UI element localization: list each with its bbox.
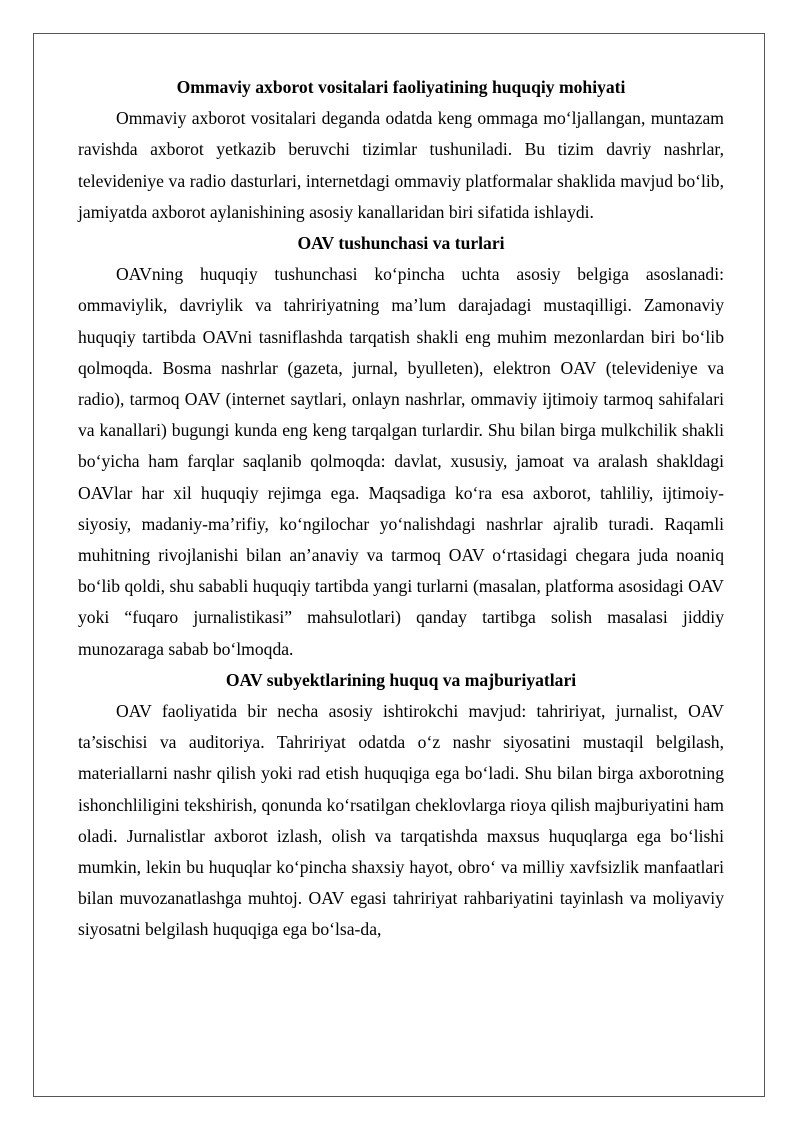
document-body — [78, 72, 724, 946]
intro-paragraph: Ommaviy axborot vositalari deganda odatda keng ommaga mo‘ljallangan, muntazam ravishda axborot yetkazib beruvchi tizimlar tushuniladi. Bu tizim davriy nashrlar, televideniye va radio dasturlari, internetdagi ommaviy platformalar shaklida mavjud bo‘lib, jamiyatda axborot aylanishining asosiy kanallaridan biri sifatida ishlaydi. — [78, 108, 724, 222]
document-title: Ommaviy axborot vositalari faoliyatining huquqiy mohiyati — [176, 77, 626, 97]
types-paragraph: OAVning huquqiy tushunchasi ko‘pincha uchta asosiy belgiga asoslanadi: ommaviylik, davriylik va tahririyatning ma’lum darajadagi mustaqilligi. Zamonaviy huquqiy tartibda OAVni tasniflashda tarqatish shakli eng muhim mezonlardan biri bo‘lib qolmoqda. Bosma nashrlar (gazeta, jurnal, byulleten), elektron OAV (televideniye va radio), tarmoq OAV (internet saytlari, onlayn nashrlar, ommaviy ijtimoiy tarmoq sahifalari va kanallari) bugungi kunda eng keng tarqalgan turlardir. Shu bilan birga mulkchilik shakli bo‘yicha ham farqlar saqlanib qolmoqda: davlat, xususiy, jamoat va aralash shakldagi OAVlar har xil huquqiy rejimga ega. Maqsadiga ko‘ra esa axborot, tahliliy, ijtimoiy-siyosiy, madaniy-ma’rifiy, ko‘ngilochar yo‘nalishdagi nashrlar ajralib turadi. Raqamli muhitning rivojlanishi bilan an’anaviy va tarmoq OAV o‘rtasidagi chegara juda noaniq bo‘lib qoldi, shu sababli huquqiy tartibda yangi turlarni (masalan, platforma asosidagi OAV yoki “fuqaro jurnalistikasi” mahsulotlari) qanday tartibga solish masalasi jiddiy munozaraga sabab bo‘lmoqda. — [78, 264, 724, 659]
section-heading-types: OAV tushunchasi va turlari — [297, 233, 505, 254]
rights-paragraph: OAV faoliyatida bir necha asosiy ishtirokchi mavjud: tahririyat, jurnalist, OAV ta’sischisi va auditoriya. Tahririyat odatda o‘z nashr siyosatini mustaqil belgilash, materiallarni nashr qilish yoki rad etish huquqiga ega bo‘ladi. Shu bilan birga axborotning ishonchliligini tekshirish, qonunda ko‘rsatilgan cheklovlarga rioya qilish majburiyatini ham oladi. Jurnalistlar axborot izlash, olish va tarqatishda maxsus huquqlarga ega bo‘lishi mumkin, lekin bu huquqlar ko‘pincha shaxsiy hayot, obro‘ va milliy xavfsizlik manfaatlari bilan muvozanatlashga muhtoj. OAV egasi tahririyat rahbariyatini tayinlash va moliyaviy siyosatni belgilash huquqiga ega bo‘lsa-da, — [78, 701, 724, 940]
section-heading-rights: OAV subyektlarining huquq va majburiyatlari — [225, 669, 577, 690]
